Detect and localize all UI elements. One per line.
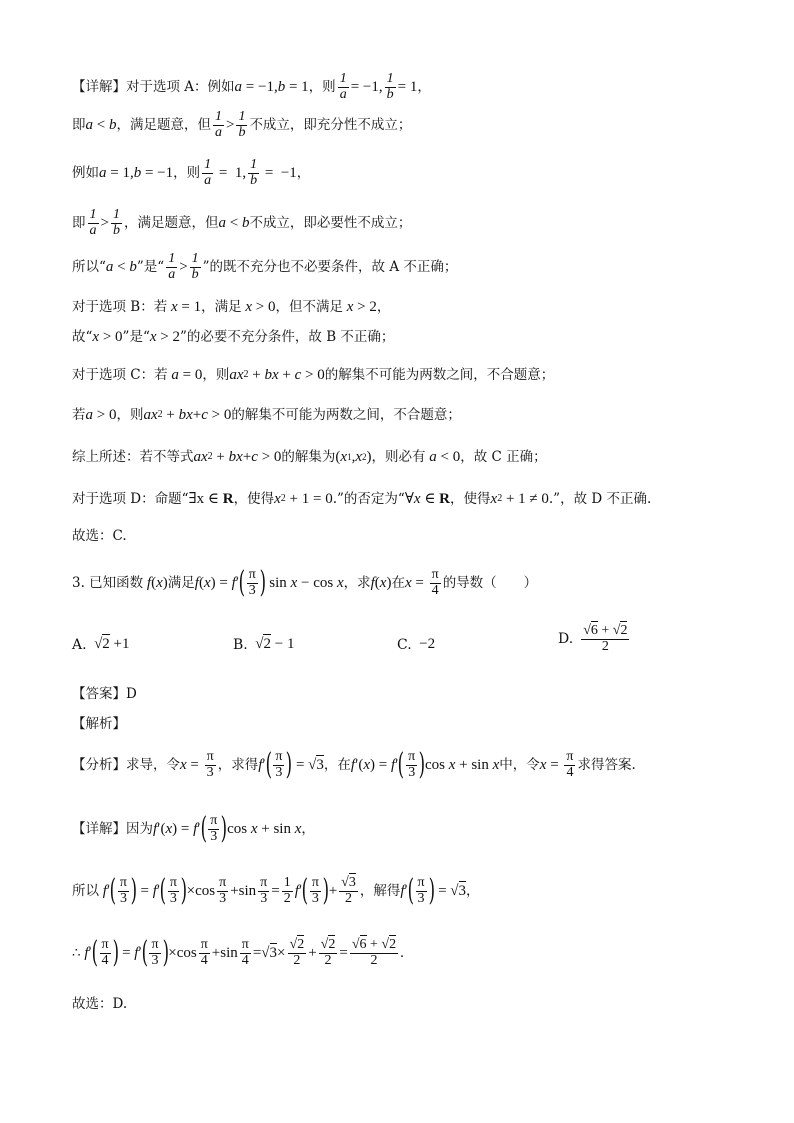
answer-tag: 【答案】D: [72, 686, 137, 702]
option-a: A. √2 +1: [72, 636, 130, 653]
so-line: 所以 f ′ ( π 3 ) = f ′ ( π 3 ) ×cos π 3 +sin $\frac{\pi}{3}$ = $\frac{1}{2}$ f ′ ( π 3 ) + $\frac{√3}{2}$ ，解得 f ′ ( π 3 ) = √3 ，: [72, 873, 480, 909]
line-8: 对于选项 C：若 a = 0 ，则 ax 2 + bx + c > 0 的解集不可能为两数之间，不合题意；: [72, 366, 555, 383]
line-6: 对于选项 B：若 x = 1 ，满足 x > 0 ，但不满足 x > 2 ，: [72, 298, 391, 315]
option-b: B. √2 − 1: [233, 636, 295, 653]
therefore-line: ∴ f ′ ( π 4 ) = f ′ ( π 3 ) ×cos π 4 +sin $\frac{\pi}{4}$ =√3× $\frac{√2}{2}$ + $\frac{√2}{2}$ = $\frac{√6 + √2}{2}$ .: [72, 935, 404, 971]
question-3: 3. 已知函数 f ( x ) 满足 f ( x ) = f ′ ( π 3 ) sin x − cos x ，求 f ( x ) 在 x = $\frac{\pi}{4}$ 的导数（ ）: [72, 565, 538, 601]
line-5: 所以“ a < b ”是“ 1 a > 1 b ”的既不充分也不必要条件，故 A 不正确；: [72, 251, 458, 282]
line-3: 例如 a = 1, b = −1 ，则 $\frac{1}{a}$ = 1, $\frac{1}{b}$ = −1 ，: [72, 157, 311, 188]
option-d: D. √6 + √2 2: [558, 623, 628, 654]
line-4: 即 1 a > 1 b ，满足题意，但 a < b 不成立，即必要性不成立；: [72, 207, 412, 238]
line-10: 综上所述：若不等式 ax 2 + bx + c > 0 的解集为 ( x 1 , x 2 ) ，则必有 a < 0 ，故 C 正确；: [72, 448, 547, 465]
detail-tag: 【详解】: [72, 79, 126, 96]
line-7: 故“ x > 0 ”是“ x > 2 ”的必要不充分条件，故 B 不正确；: [72, 328, 395, 345]
line-12: 故选：C.: [72, 528, 127, 544]
line-11: 对于选项 D：命题“ ∃x ∈ R ，使得 x 2 + 1 = 0 .”的否定为“ ∀ x ∈ R ，使得 x 2 + 1 ≠ 0 .”，故 D 不正确.: [72, 490, 652, 507]
line-9: 若 a > 0 ，则 ax 2 + bx + c > 0 的解集不可能为两数之间，不合题意；: [72, 406, 461, 423]
analysis-tag: 【解析】: [72, 716, 126, 732]
analysis-line: 【分析】求导，令 x = $\frac{\pi}{3}$ ，求得 f ′ ( π 3 ) = √3 ，在 f ′( x ) = f ′ ( π 3 ) cos x + sin x 中，令 x = $\frac{\pi}{4}$ 求得答案.: [72, 747, 636, 783]
option-c: C. −2: [397, 636, 436, 653]
line-2: 即 a < b ，满足题意，但 1 a > 1 b 不成立，即充分性不成立；: [72, 109, 412, 140]
line-1: 【详解】 对于选项 A：例如 a = −1, b = 1 ，则 $\frac{1}{a}$ = −1, $\frac{1}{b}$ = 1 ，: [72, 71, 431, 102]
final-answer: 故选：D.: [72, 996, 128, 1012]
detail-line-2: 【详解】因为 f ′( x ) = f ′ ( π 3 ) cos x + sin x ，: [72, 811, 315, 847]
